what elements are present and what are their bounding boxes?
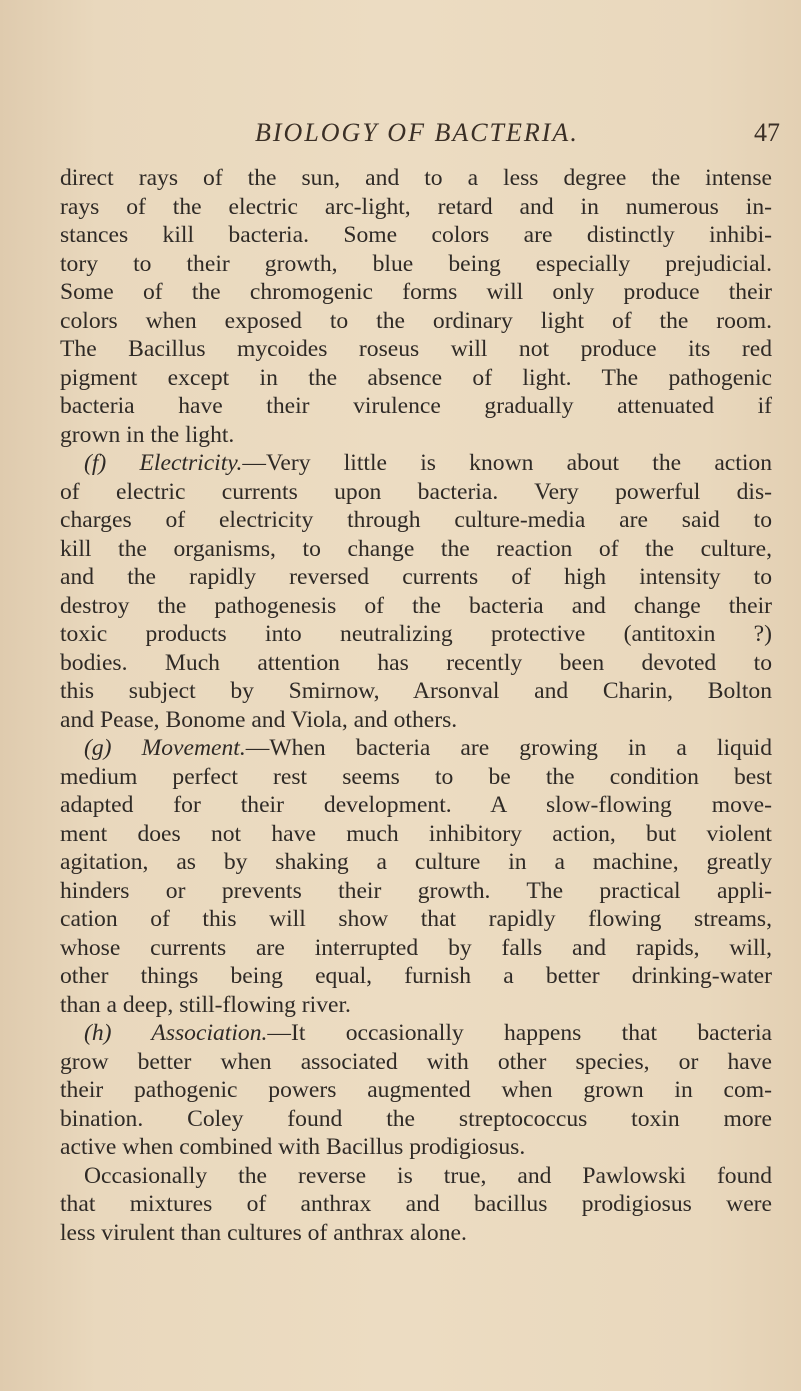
- line-text: bination. Coley found the streptococcus toxin more: [60, 1105, 772, 1132]
- line-text: hinders or prevents their growth. The practical appli-: [60, 877, 772, 904]
- line-text: tory to their growth, blue being especially prejudicial.: [60, 250, 772, 277]
- text-line: [60, 164, 772, 193]
- text-line: [60, 677, 772, 706]
- line-text: less virulent than cultures of anthrax alone.: [60, 1219, 467, 1246]
- line-text: ment does not have much inhibitory action, but violent: [60, 820, 772, 847]
- text-line: [60, 962, 772, 991]
- text-line: [60, 307, 772, 336]
- text-line: [60, 535, 772, 564]
- section-label: (g) Movement.: [84, 735, 246, 761]
- text-line: [60, 1162, 772, 1191]
- line-text: adapted for their development. A slow-flowing move-: [60, 792, 772, 818]
- line-text: cation of this will show that rapidly flowing streams,: [60, 906, 772, 932]
- text-line: [60, 506, 772, 535]
- page-number: 47: [754, 118, 780, 147]
- line-text: toxic products into neutralizing protective (antitoxin ?): [60, 621, 772, 647]
- line-text: —Very little is known about the action: [242, 450, 772, 476]
- text-line: [60, 193, 772, 222]
- line-text: The Bacillus mycoides roseus will not produce its red: [60, 336, 772, 362]
- text-line: [60, 649, 772, 678]
- text-line: [60, 706, 772, 735]
- text-line: [60, 734, 772, 763]
- text-line: [60, 1133, 772, 1162]
- text-line: [60, 991, 772, 1020]
- line-text: direct rays of the sun, and to a less degree the intense: [60, 165, 772, 191]
- line-text: grown in the light.: [60, 421, 235, 448]
- text-line: [60, 620, 772, 649]
- line-text: —When bacteria are growing in a liquid: [245, 735, 772, 761]
- line-text: —It occasionally happens that bacteria: [267, 1020, 773, 1046]
- line-text: that mixtures of anthrax and bacillus prodigiosus were: [60, 1191, 772, 1217]
- line-text: medium perfect rest seems to be the condition best: [60, 763, 772, 790]
- line-text: whose currents are interrupted by falls and rapids, will,: [60, 934, 772, 961]
- text-line: [60, 421, 772, 450]
- line-text: grow better when associated with other species, or have: [60, 1048, 772, 1075]
- text-line: [60, 763, 772, 792]
- text-line: [60, 449, 772, 478]
- text-line: [60, 1219, 772, 1248]
- line-text: and Pease, Bonome and Viola, and others.: [60, 706, 458, 733]
- text-line: [60, 563, 772, 592]
- line-text: charges of electricity through culture-media are said to: [60, 507, 772, 533]
- body-text: [60, 164, 772, 1247]
- line-text: Occasionally the reverse is true, and Pawlowski found: [84, 1162, 772, 1189]
- text-line: [60, 1048, 772, 1077]
- text-line: [60, 934, 772, 963]
- text-line: [60, 478, 772, 507]
- line-text: stances kill bacteria. Some colors are distinctly inhibi-: [60, 222, 772, 248]
- text-line: [60, 250, 772, 279]
- line-text: agitation, as by shaking a culture in a machine, greatly: [60, 849, 772, 875]
- text-line: [60, 278, 772, 307]
- line-text: colors when exposed to the ordinary light of the room.: [60, 307, 772, 334]
- line-text: bodies. Much attention has recently been devoted to: [60, 649, 772, 676]
- section-label: (h) Association.: [84, 1020, 268, 1046]
- line-text: bacteria have their virulence gradually attenuated if: [60, 393, 772, 419]
- text-line: [60, 1105, 772, 1134]
- text-line: [60, 905, 772, 934]
- line-text: other things being equal, furnish a better drinking-water: [60, 963, 772, 989]
- line-text: pigment except in the absence of light. The pathogenic: [60, 364, 772, 391]
- running-head: [60, 118, 780, 154]
- text-line: [60, 392, 772, 421]
- line-text: this subject by Smirnow, Arsonval and Charin, Bolton: [60, 678, 772, 704]
- text-line: [60, 1076, 772, 1105]
- text-line: [60, 364, 772, 393]
- text-line: [60, 1190, 772, 1219]
- text-line: [60, 820, 772, 849]
- line-text: Some of the chromogenic forms will only produce their: [60, 279, 772, 305]
- text-line: [60, 791, 772, 820]
- section-label: (f) Electricity.: [84, 450, 243, 476]
- line-text: destroy the pathogenesis of the bacteria and change their: [60, 592, 772, 619]
- text-line: [60, 877, 772, 906]
- running-title: BIOLOGY OF BACTERIA.: [255, 118, 579, 147]
- text-line: [60, 592, 772, 621]
- line-text: kill the organisms, to change the reaction of the culture,: [60, 535, 772, 562]
- line-text: active when combined with Bacillus prodigiosus.: [60, 1134, 526, 1160]
- text-line: [60, 848, 772, 877]
- line-text: their pathogenic powers augmented when grown in com-: [60, 1077, 772, 1103]
- text-line: [60, 221, 772, 250]
- line-text: of electric currents upon bacteria. Very powerful dis-: [60, 478, 772, 505]
- line-text: and the rapidly reversed currents of high intensity to: [60, 564, 772, 590]
- text-line: [60, 1019, 772, 1048]
- line-text: rays of the electric arc-light, retard and in numerous in-: [60, 193, 772, 220]
- text-line: [60, 335, 772, 364]
- line-text: than a deep, still-flowing river.: [60, 991, 351, 1018]
